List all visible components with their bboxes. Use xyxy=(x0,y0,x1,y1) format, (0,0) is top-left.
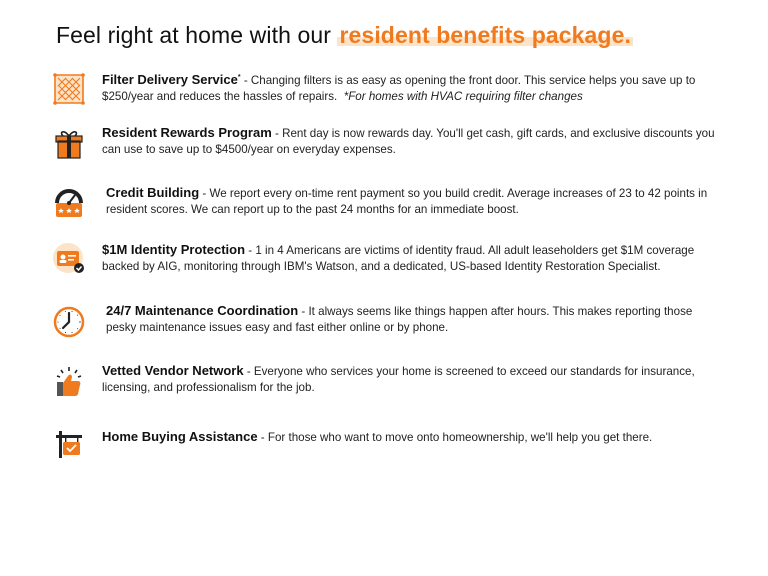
page-title xyxy=(56,22,633,49)
benefit-title: Credit Building xyxy=(106,185,200,200)
benefit-description: - Rent day is now rewards day. You'll get cash, gift cards, and exclusive discounts you can use to save up to $4500/year on everyday expenses. xyxy=(102,127,715,156)
benefit-title: Filter Delivery Service xyxy=(102,71,238,87)
clock-icon xyxy=(52,305,86,339)
benefit-title: Resident Rewards Program xyxy=(102,125,272,140)
benefit-description: - For those who want to move onto homeownership, we'll help you get there. xyxy=(257,431,653,444)
benefit-title: $1M Identity Protection xyxy=(102,242,246,257)
benefit-description: - Changing filters is as easy as opening the front door. This service helps you save up to $250/year and reduces the hassles of repairs. xyxy=(102,73,696,103)
benefit-title-sup: * xyxy=(237,74,241,81)
benefit-description: - Everyone who services your home is screened to exceed our standards for insurance, licensing, and professionalism for the job. xyxy=(102,365,695,394)
benefit-note: *For homes with HVAC requiring filter changes xyxy=(343,89,583,103)
benefit-title: Vetted Vendor Network xyxy=(102,363,244,378)
benefit-description: - It always seems like things happen after hours. This makes reporting those pesky maintenance issues easy and fast either online or by phone. xyxy=(106,305,693,334)
identity-card-icon xyxy=(52,242,86,276)
benefit-description: - We report every on-time rent payment so you build credit. Average increases of 23 to 42 points in resident scores. We can report up to the past 24 months for an immediate boost. xyxy=(106,187,708,216)
credit-gauge-icon xyxy=(52,187,86,221)
page-title-accent: resident benefits package. xyxy=(339,22,631,48)
home-sign-icon xyxy=(52,427,86,461)
benefit-description: - 1 in 4 Americans are victims of identity fraud. All adult leaseholders get $1M coverage backed by AIG, monitoring through IBM's Watson, and a dedicated, US-based Identity Restoration Specialist. xyxy=(102,244,695,273)
benefit-title: Home Buying Assistance xyxy=(102,429,258,444)
page-title-prefix: Feel right at home with our xyxy=(56,22,338,48)
air-filter-icon xyxy=(52,72,86,106)
thumbs-up-icon xyxy=(52,365,86,399)
benefit-title: 24/7 Maintenance Coordination xyxy=(106,303,299,318)
gift-icon xyxy=(52,127,86,161)
